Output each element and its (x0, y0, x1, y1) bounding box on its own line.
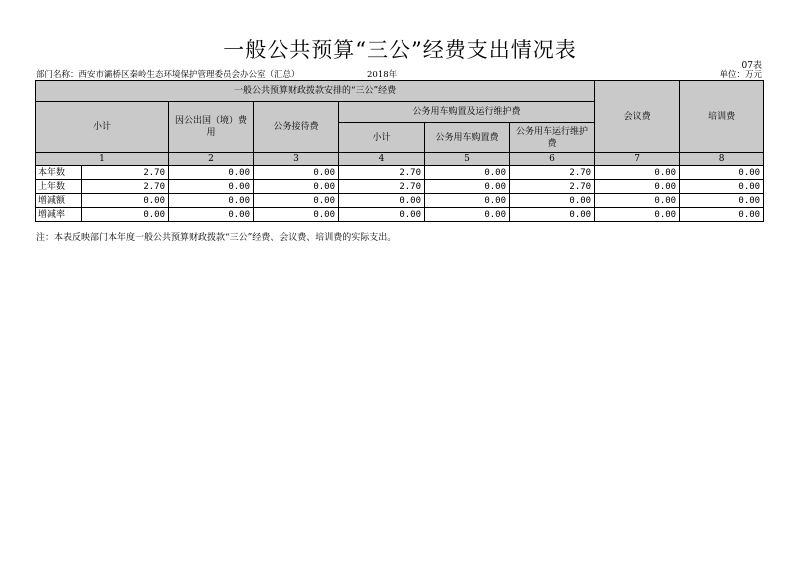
cell-value: 0.00 (510, 208, 595, 222)
cell-value: 2.70 (510, 180, 595, 194)
col-number: 7 (595, 153, 680, 166)
cell-value: 2.70 (82, 166, 169, 180)
page-title: 一般公共预算“三公”经费支出情况表 (223, 38, 577, 62)
expense-table (35, 80, 764, 222)
col-number: 2 (169, 153, 254, 166)
cell-value: 0.00 (425, 166, 510, 180)
header-training: 培训费 (680, 81, 764, 153)
cell-value: 0.00 (339, 208, 425, 222)
row-label: 上年数 (36, 180, 82, 194)
cell-value: 2.70 (510, 166, 595, 180)
col-number: 8 (680, 153, 764, 166)
cell-value: 0.00 (425, 194, 510, 208)
cell-value: 0.00 (254, 194, 339, 208)
table-row (36, 208, 764, 222)
cell-value: 0.00 (254, 208, 339, 222)
cell-value: 0.00 (82, 194, 169, 208)
cell-value: 0.00 (425, 180, 510, 194)
row-label: 增减额 (36, 194, 82, 208)
header-vehicle-group: 公务用车购置及运行维护费 (339, 102, 595, 123)
header-abroad: 因公出国（境）费用 (169, 102, 254, 153)
cell-value: 0.00 (595, 166, 680, 180)
header-reception: 公务接待费 (254, 102, 339, 153)
cell-value: 0.00 (254, 166, 339, 180)
column-number-row (36, 153, 764, 166)
col-number: 6 (510, 153, 595, 166)
col-number: 3 (254, 153, 339, 166)
table-row (36, 180, 764, 194)
header-three-public-group: 一般公共预算财政拨款安排的“三公”经费 (36, 81, 595, 102)
cell-value: 0.00 (595, 180, 680, 194)
unit-label: 单位：万元 (719, 70, 762, 80)
footnote: 注：本表反映部门本年度一般公共预算财政拨款“三公”经费、会议费、培训费的实际支出。 (36, 233, 397, 243)
cell-value: 0.00 (169, 208, 254, 222)
col-number: 4 (339, 153, 425, 166)
table-row (36, 166, 764, 180)
report-year: 2018年 (367, 70, 398, 80)
row-label: 增减率 (36, 208, 82, 222)
row-label: 本年数 (36, 166, 82, 180)
department-name: 部门名称：西安市灞桥区秦岭生态环境保护管理委员会办公室（汇总） (36, 70, 300, 80)
cell-value: 0.00 (169, 194, 254, 208)
cell-value: 0.00 (680, 180, 764, 194)
header-vehicle-subtotal: 小计 (339, 123, 425, 153)
cell-value: 0.00 (82, 208, 169, 222)
cell-value: 0.00 (680, 194, 764, 208)
header-meeting: 会议费 (595, 81, 680, 153)
cell-value: 0.00 (254, 180, 339, 194)
cell-value: 0.00 (595, 208, 680, 222)
cell-value: 2.70 (82, 180, 169, 194)
header-subtotal: 小计 (36, 102, 169, 153)
cell-value: 0.00 (595, 194, 680, 208)
cell-value: 2.70 (339, 166, 425, 180)
cell-value: 0.00 (169, 180, 254, 194)
col-number: 5 (425, 153, 510, 166)
cell-value: 0.00 (425, 208, 510, 222)
header-vehicle-operation: 公务用车运行维护费 (510, 123, 595, 153)
col-number: 1 (36, 153, 169, 166)
table-row (36, 194, 764, 208)
cell-value: 0.00 (680, 208, 764, 222)
header-vehicle-purchase: 公务用车购置费 (425, 123, 510, 153)
cell-value: 0.00 (680, 166, 764, 180)
form-number: 07表 (741, 61, 762, 71)
cell-value: 0.00 (339, 194, 425, 208)
cell-value: 0.00 (510, 194, 595, 208)
cell-value: 0.00 (169, 166, 254, 180)
cell-value: 2.70 (339, 180, 425, 194)
